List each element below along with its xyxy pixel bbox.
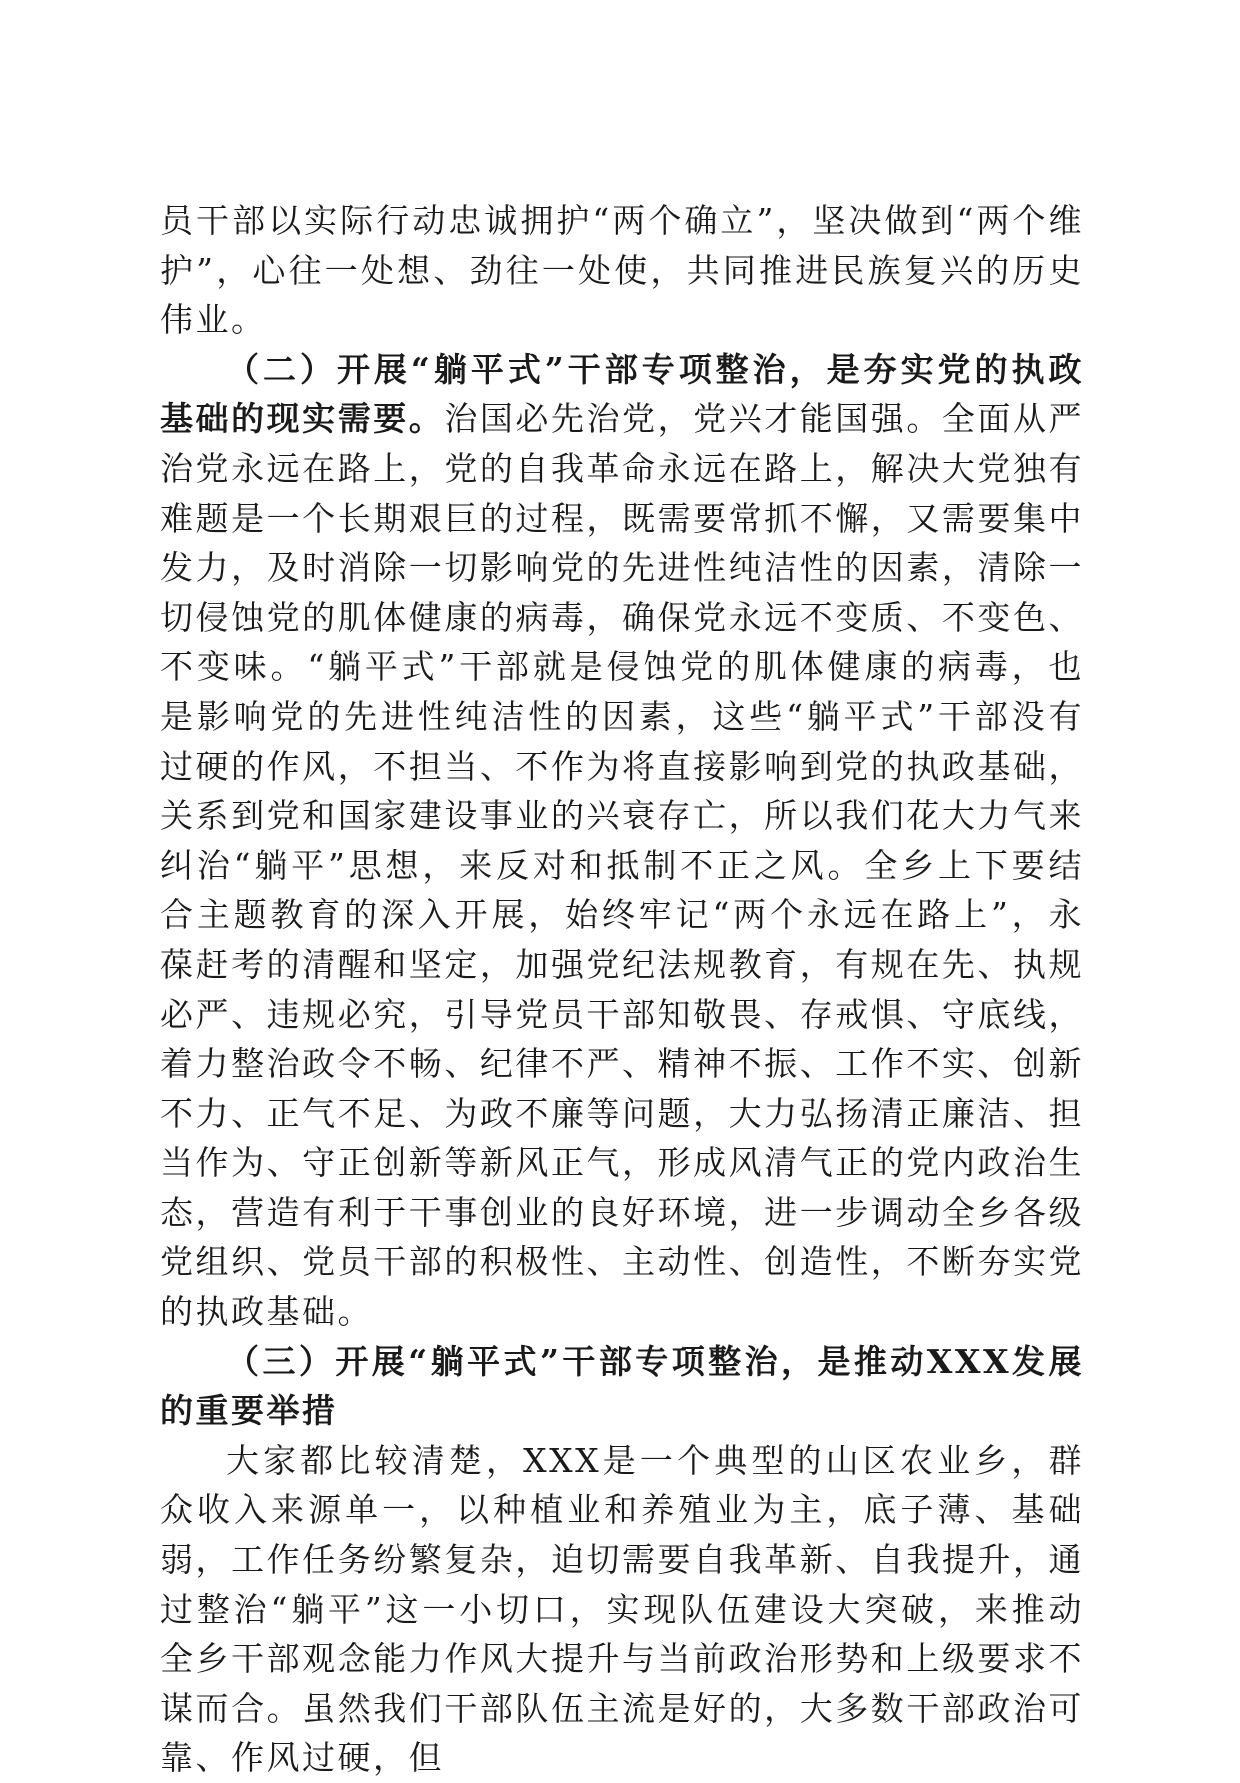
section-heading-2: （二）开展“躺平式”干部专项整治，是夯实党的执政基础的现实需要。 xyxy=(160,349,1084,439)
paragraph-body xyxy=(160,1436,1084,1783)
paragraph-text: 治国必先治党，党兴才能国强。全面从严治党永远在路上，党的自我革命永远在路上，解决大党独有难题是一个长期艰巨的过程，既需要常抓不懈，又需要集中发力，及时消除一切影响党的先进性纯洁性的因素，清除一切侵蚀党的肌体健康的病毒，确保党永远不变质、不变色、不变味。“躺平式”干部就是侵蚀党的肌体健康的病毒，也是影响党的先进性纯洁性的因素，这些“躺平式”干部没有过硬的作风，不担当、不作为将直接影响到党的执政基础，关系到党和国家建设事业的兴衰存亡，所以我们花大力气来纠治“躺平”思想，来反对和抵制不正之风。全乡上下要结合主题教育的深入开展，始终牢记“两个永远在路上”，永葆赶考的清醒和坚定，加强党纪法规教育，有规在先、执规必严、违规必究，引导党员干部知敬畏、存戒惧、守底线，着力整治政令不畅、纪律不严、精神不振、工作不实、创新不力、正气不足、为政不廉等问题，大力弘扬清正廉洁、担当作为、守正创新等新风正气，形成风清气正的党内政治生态，营造有利于干事创业的良好环境，进一步调动全乡各级党组织、党员干部的积极性、主动性、创造性，不断夯实党的执政基础。 xyxy=(160,399,1085,1332)
paragraph-text: 大家都比较清楚，XXX是一个典型的山区农业乡，群众收入来源单一，以种植业和养殖业为主，底子薄、基础弱，工作任务纷繁复杂，迫切需要自我革新、自我提升，通过整治“躺平”这一小切口，实现队伍建设大突破，来推动全乡干部观念能力作风大提升与当前政治形势和上级要求不谋而合。虽然我们干部队伍主流是好的，大多数干部政治可靠、作风过硬，但 xyxy=(160,1440,1084,1778)
paragraph-continued xyxy=(160,196,1084,345)
paragraph-text: 员干部以实际行动忠诚拥护“两个确立”，坚决做到“两个维护”，心往一处想、劲往一处使，共同推进民族复兴的历史伟业。 xyxy=(160,201,1084,340)
section-heading-3: （三）开展“躺平式”干部专项整治，是推动XXX发展的重要举措 xyxy=(160,1341,1084,1431)
paragraph-section-2 xyxy=(160,345,1084,1337)
paragraph-section-3 xyxy=(160,1337,1084,1436)
document-body xyxy=(160,196,1084,1783)
